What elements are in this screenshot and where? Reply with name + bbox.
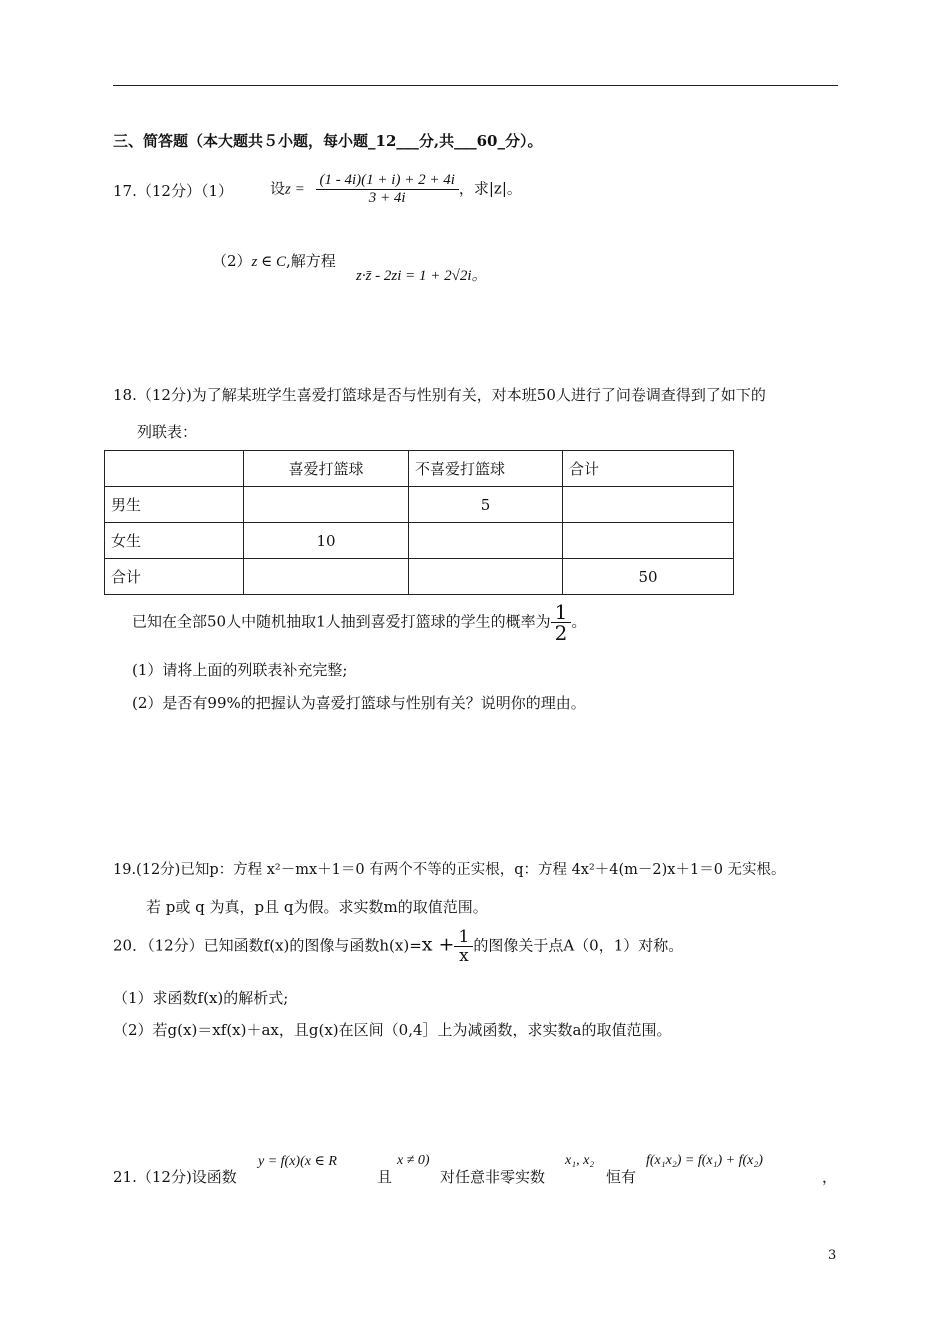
q17-part2-equation: z·z̄ - 2zi = 1 + 2√2i。 <box>356 268 487 284</box>
q21-text1: 对任意非零实数 <box>440 1168 546 1186</box>
table-cell <box>409 559 563 595</box>
q20-part2: （2）若g(x)＝xf(x)＋ax，且g(x)在区间（0,4］上为减函数，求实数a的取值范围。 <box>113 1021 672 1039</box>
q17-set-text: 设 <box>270 179 286 198</box>
table-header-cell <box>105 451 244 487</box>
q18-intro: 18.（12分)为了解某班学生喜爱打篮球是否与性别有关，对本班50人进行了问卷调查得到了如下的 <box>113 386 766 404</box>
q21-and: 且 <box>377 1168 393 1186</box>
q17-denominator: 3 + 4i <box>368 190 406 206</box>
table-header-cell: 合计 <box>563 451 734 487</box>
table-cell: 女生 <box>105 523 244 559</box>
q20-fraction <box>454 928 473 965</box>
q21-equation: f(x₁x₂) = f(x₁) + f(x₂) <box>646 1153 763 1168</box>
q21-text2: 恒有 <box>606 1168 637 1186</box>
q21-variables: x₁, x₂ <box>565 1153 595 1168</box>
q17-label: 17.（12分）（1） <box>113 182 233 200</box>
q18-part1: (1）请将上面的列联表补充完整; <box>132 661 348 679</box>
q17-ask: ，求|z|。 <box>458 179 522 198</box>
table-cell <box>409 523 563 559</box>
q20-text-b: 的图像关于点A（0，1）对称。 <box>473 936 684 955</box>
q21-label: 21.（12分)设函数 <box>113 1168 237 1186</box>
q17-part2-text: ,解方程 <box>286 252 336 270</box>
q19-line2: 若 p或 q 为真，p且 q为假。求实数m的取值范围。 <box>146 898 488 916</box>
q17-part1-formula <box>270 172 522 207</box>
page-number: 3 <box>828 1248 837 1263</box>
table-cell: 5 <box>409 487 563 523</box>
q18-prob-numerator: 1 <box>551 602 572 623</box>
q21-function: y = f(x)(x ∈ R <box>258 1154 337 1169</box>
q17-numerator: (1 - 4i)(1 + i) + 2 + 4i <box>316 172 459 190</box>
section-title: 三、简答题（本大题共５小题，每小题_12___分,共___60_分）。 <box>113 132 543 150</box>
table-cell: 合计 <box>105 559 244 595</box>
header-rule <box>113 85 838 86</box>
q18-part2: (2）是否有99%的把握认为喜爱打篮球与性别有关？说明你的理由。 <box>132 694 586 712</box>
q17-z-eq: z = <box>285 181 305 198</box>
table-cell <box>244 559 409 595</box>
q18-prob-denominator: 2 <box>554 621 568 645</box>
table-row <box>105 487 734 523</box>
q18-given-end: 。 <box>571 612 587 631</box>
q17-fraction <box>316 172 459 207</box>
q17-part2-label: （2） <box>212 252 252 270</box>
q20-frac-numerator: 1 <box>454 928 473 947</box>
table-cell <box>563 487 734 523</box>
q18-given <box>132 602 586 643</box>
contingency-table <box>104 450 734 595</box>
table-row <box>105 559 734 595</box>
table-cell <box>563 523 734 559</box>
q19-line1: 19.(12分)已知p：方程 x²－mx＋1＝0 有两个不等的正实根，q：方程 4x²＋4(m－2)x＋1＝0 无实根。 <box>113 862 786 878</box>
table-row <box>105 523 734 559</box>
table-header-cell: 喜爱打篮球 <box>244 451 409 487</box>
table-cell: 50 <box>563 559 734 595</box>
q20-line1 <box>113 928 683 965</box>
q17-part2 <box>212 250 336 271</box>
table-cell: 男生 <box>105 487 244 523</box>
q18-intro2: 列联表： <box>137 423 198 441</box>
q17-part2-cond: z ∈ C <box>251 254 286 270</box>
q20-frac-denominator: x <box>459 946 469 966</box>
q18-given-text: 已知在全部50人中随机抽取1人抽到喜爱打篮球的学生的概率为 <box>132 612 551 631</box>
q20-part1: （1）求函数f(x)的解析式; <box>113 989 289 1007</box>
q18-probability-fraction <box>551 602 572 643</box>
q20-x-plus: x + <box>421 933 455 956</box>
table-cell: 10 <box>244 523 409 559</box>
q21-end: ， <box>822 1168 838 1186</box>
q20-text-a: 20．（12分）已知函数f(x)的图像与函数h(x)= <box>113 936 422 955</box>
q21-condition: x ≠ 0) <box>397 1153 430 1168</box>
table-cell <box>244 487 409 523</box>
table-header-cell: 不喜爱打篮球 <box>409 451 563 487</box>
table-header-row <box>105 451 734 487</box>
